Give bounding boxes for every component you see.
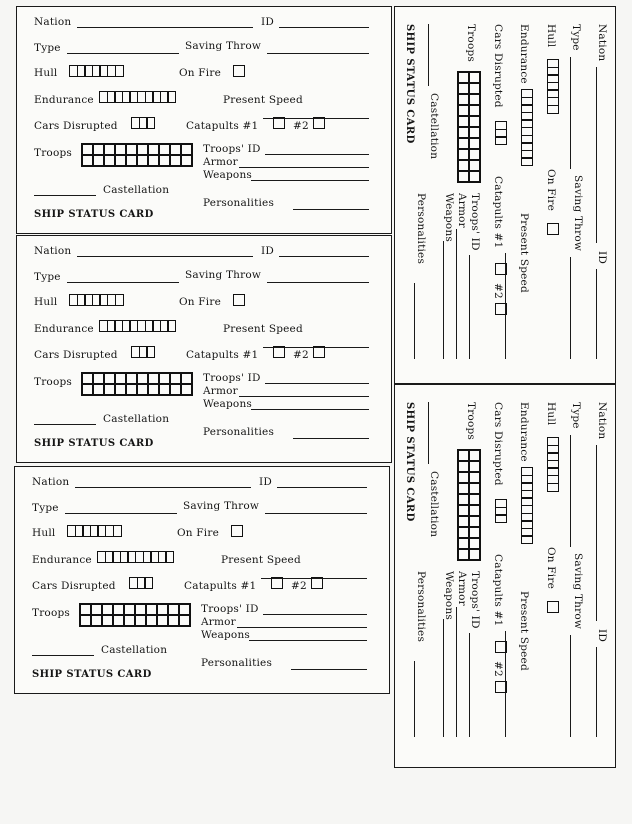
troops-label: Troops (465, 402, 477, 440)
type-label: Type (570, 24, 582, 51)
troops-id-label: Troops' ID (201, 603, 259, 615)
present-speed-label: Present Speed (518, 591, 530, 671)
card-title: SHIP STATUS CARD (404, 402, 415, 522)
endurance-label: Endurance (518, 402, 530, 462)
troops-label: Troops (32, 607, 70, 619)
cars-disrupted-track (495, 499, 507, 522)
troops-id-line (469, 633, 470, 737)
hull-track (547, 59, 559, 112)
troop-cell[interactable] (458, 105, 469, 116)
armor-line (237, 627, 367, 628)
troop-cell[interactable] (115, 155, 126, 166)
cars-box[interactable] (144, 577, 153, 589)
troop-cell[interactable] (137, 373, 148, 384)
on-fire-label: On Fire (179, 67, 221, 79)
troops-grid (81, 372, 193, 396)
troop-cell[interactable] (137, 384, 148, 395)
troops-grid (81, 143, 193, 167)
castellation-label: Castellation (103, 413, 170, 425)
troop-cell[interactable] (168, 615, 179, 626)
hull-track (67, 525, 120, 537)
troop-cell[interactable] (469, 116, 480, 127)
weapons-line (443, 619, 444, 737)
endurance-label: Endurance (34, 323, 94, 335)
endurance-box[interactable] (165, 551, 174, 563)
troop-cell[interactable] (135, 604, 146, 615)
personalities-label: Personalities (201, 657, 273, 669)
on-fire-label: On Fire (545, 169, 557, 211)
nation-label: Nation (34, 245, 72, 257)
troop-cell[interactable] (80, 615, 91, 626)
troop-cell[interactable] (458, 149, 469, 160)
cars-disrupted-label: Cars Disrupted (34, 349, 118, 361)
troop-cell[interactable] (102, 604, 113, 615)
troop-cell[interactable] (148, 373, 159, 384)
troop-cell[interactable] (469, 94, 480, 105)
troop-cell[interactable] (104, 373, 115, 384)
on-fire-checkbox[interactable] (547, 601, 559, 613)
nation-label: Nation (32, 476, 70, 488)
id-line (277, 487, 367, 488)
troop-cell[interactable] (469, 171, 480, 182)
troop-cell[interactable] (115, 384, 126, 395)
troop-cell[interactable] (148, 384, 159, 395)
catapult-2-label: #2 (291, 580, 307, 592)
troop-cell[interactable] (170, 373, 181, 384)
troop-cell[interactable] (458, 472, 469, 483)
troop-cell[interactable] (458, 483, 469, 494)
cars-disrupted-label: Cars Disrupted (492, 24, 504, 108)
endurance-track (99, 91, 175, 103)
troops-label: Troops (465, 24, 477, 62)
troop-cell[interactable] (126, 373, 137, 384)
weapons-line (251, 409, 369, 410)
cars-disrupted-track (129, 577, 152, 589)
troop-cell[interactable] (458, 549, 469, 560)
saving-throw-label: Saving Throw (185, 40, 262, 52)
troop-cell[interactable] (104, 155, 115, 166)
troops-grid (79, 603, 191, 627)
on-fire-checkbox[interactable] (233, 65, 245, 77)
endurance-box[interactable] (521, 535, 533, 544)
catapult-2-checkbox[interactable] (495, 681, 507, 693)
on-fire-checkbox[interactable] (231, 525, 243, 537)
armor-label: Armor (203, 385, 238, 397)
troop-cell[interactable] (458, 127, 469, 138)
present-speed-label: Present Speed (221, 554, 301, 566)
personalities-line (291, 669, 367, 670)
troop-cell[interactable] (458, 116, 469, 127)
present-speed-label: Present Speed (223, 323, 303, 335)
troop-cell[interactable] (137, 144, 148, 155)
hull-box[interactable] (115, 294, 124, 306)
saving-throw-label: Saving Throw (572, 175, 584, 252)
hull-label: Hull (545, 24, 557, 48)
troop-cell[interactable] (104, 384, 115, 395)
weapons-label: Weapons (203, 398, 253, 410)
card-title: SHIP STATUS CARD (404, 24, 415, 144)
troop-cell[interactable] (159, 155, 170, 166)
nation-label: Nation (34, 16, 72, 28)
troop-cell[interactable] (159, 373, 170, 384)
saving-throw-line (265, 513, 367, 514)
troop-cell[interactable] (93, 373, 104, 384)
troop-cell[interactable] (135, 615, 146, 626)
troop-cell[interactable] (469, 494, 480, 505)
troop-cell[interactable] (170, 155, 181, 166)
troop-cell[interactable] (181, 144, 192, 155)
catapults-label: Catapults #1 (492, 176, 504, 249)
endurance-box[interactable] (167, 91, 176, 103)
troop-cell[interactable] (458, 72, 469, 83)
troop-cell[interactable] (113, 615, 124, 626)
troop-cell[interactable] (458, 160, 469, 171)
saving-throw-label: Saving Throw (572, 553, 584, 630)
troop-cell[interactable] (469, 127, 480, 138)
weapons-label: Weapons (203, 169, 253, 181)
id-label: ID (596, 629, 608, 642)
troop-cell[interactable] (179, 615, 190, 626)
endurance-label: Endurance (518, 24, 530, 84)
troop-cell[interactable] (458, 171, 469, 182)
troop-cell[interactable] (170, 384, 181, 395)
troop-cell[interactable] (181, 384, 192, 395)
cars-box[interactable] (146, 117, 155, 129)
troop-cell[interactable] (93, 384, 104, 395)
ship-card-4 (394, 6, 616, 384)
cars-box[interactable] (495, 514, 507, 523)
castellation-line (34, 195, 96, 196)
troop-cell[interactable] (146, 604, 157, 615)
personalities-line (293, 209, 369, 210)
weapons-line (251, 180, 369, 181)
nation-line (75, 487, 251, 488)
castellation-label: Castellation (428, 471, 440, 538)
troop-cell[interactable] (82, 155, 93, 166)
troop-cell[interactable] (168, 604, 179, 615)
catapult-2-checkbox[interactable] (313, 117, 325, 129)
troop-cell[interactable] (458, 138, 469, 149)
troop-cell[interactable] (469, 160, 480, 171)
troop-cell[interactable] (458, 450, 469, 461)
troop-cell[interactable] (82, 373, 93, 384)
troop-cell[interactable] (458, 461, 469, 472)
cars-disrupted-track (131, 117, 154, 129)
cars-disrupted-track (131, 346, 154, 358)
troops-id-label: Troops' ID (469, 571, 481, 629)
troop-cell[interactable] (458, 94, 469, 105)
id-line (596, 647, 597, 737)
endurance-box[interactable] (167, 320, 176, 332)
castellation-label: Castellation (103, 184, 170, 196)
troop-cell[interactable] (126, 384, 137, 395)
saving-throw-label: Saving Throw (185, 269, 262, 281)
troop-cell[interactable] (458, 494, 469, 505)
present-speed-label: Present Speed (223, 94, 303, 106)
nation-line (596, 445, 597, 621)
troop-cell[interactable] (469, 549, 480, 560)
troop-cell[interactable] (157, 604, 168, 615)
troop-cell[interactable] (469, 483, 480, 494)
catapults-label: Catapults #1 (186, 349, 259, 361)
troops-id-line (265, 154, 369, 155)
hull-box[interactable] (113, 525, 122, 537)
type-line (65, 513, 177, 514)
endurance-track (99, 320, 175, 332)
catapult-1-checkbox[interactable] (273, 117, 285, 129)
troops-id-line (469, 255, 470, 359)
type-line (570, 57, 571, 169)
personalities-line (293, 438, 369, 439)
troop-cell[interactable] (181, 155, 192, 166)
type-line (67, 53, 179, 54)
hull-box[interactable] (547, 483, 559, 492)
type-label: Type (34, 271, 61, 283)
catapult-2-checkbox[interactable] (313, 346, 325, 358)
nation-line (77, 27, 253, 28)
armor-line (456, 607, 457, 737)
weapons-label: Weapons (443, 571, 455, 621)
catapults-label: Catapults #1 (184, 580, 257, 592)
personalities-line (414, 661, 415, 737)
cars-disrupted-label: Cars Disrupted (492, 402, 504, 486)
troop-cell[interactable] (157, 615, 168, 626)
troop-cell[interactable] (469, 149, 480, 160)
hull-label: Hull (34, 296, 58, 308)
saving-throw-line (570, 635, 571, 737)
personalities-label: Personalities (415, 571, 427, 643)
weapons-label: Weapons (201, 629, 251, 641)
card-title: SHIP STATUS CARD (34, 209, 154, 220)
troop-cell[interactable] (91, 615, 102, 626)
hull-label: Hull (32, 527, 56, 539)
ship-card-2 (16, 235, 392, 463)
ship-card-1 (16, 6, 392, 234)
troop-cell[interactable] (104, 144, 115, 155)
catapult-2-checkbox[interactable] (311, 577, 323, 589)
catapult-1-checkbox[interactable] (271, 577, 283, 589)
troops-id-label: Troops' ID (203, 372, 261, 384)
troop-cell[interactable] (469, 527, 480, 538)
castellation-line (32, 655, 94, 656)
troops-label: Troops (34, 376, 72, 388)
troop-cell[interactable] (458, 516, 469, 527)
troop-cell[interactable] (179, 604, 190, 615)
type-line (570, 435, 571, 547)
type-label: Type (32, 502, 59, 514)
troop-cell[interactable] (126, 144, 137, 155)
armor-label: Armor (203, 156, 238, 168)
hull-box[interactable] (115, 65, 124, 77)
armor-line (239, 396, 369, 397)
troop-cell[interactable] (469, 105, 480, 116)
card-title: SHIP STATUS CARD (34, 438, 154, 449)
armor-line (239, 167, 369, 168)
catapults-label: Catapults #1 (492, 554, 504, 627)
troop-cell[interactable] (469, 450, 480, 461)
endurance-track (521, 467, 533, 543)
troop-cell[interactable] (159, 144, 170, 155)
id-line (279, 256, 369, 257)
cars-disrupted-label: Cars Disrupted (32, 580, 116, 592)
id-line (279, 27, 369, 28)
troop-cell[interactable] (458, 538, 469, 549)
cars-box[interactable] (146, 346, 155, 358)
weapons-line (443, 241, 444, 359)
troops-id-label: Troops' ID (469, 193, 481, 251)
nation-label: Nation (596, 402, 608, 440)
personalities-label: Personalities (203, 197, 275, 209)
troop-cell[interactable] (469, 472, 480, 483)
endurance-label: Endurance (32, 554, 92, 566)
troop-cell[interactable] (170, 144, 181, 155)
troop-cell[interactable] (126, 155, 137, 166)
id-label: ID (261, 245, 274, 257)
troop-cell[interactable] (102, 615, 113, 626)
troop-cell[interactable] (93, 155, 104, 166)
troop-cell[interactable] (469, 83, 480, 94)
castellation-label: Castellation (101, 644, 168, 656)
type-label: Type (570, 402, 582, 429)
saving-throw-label: Saving Throw (183, 500, 260, 512)
catapult-2-checkbox[interactable] (495, 303, 507, 315)
troop-cell[interactable] (148, 155, 159, 166)
troop-cell[interactable] (93, 144, 104, 155)
troop-cell[interactable] (159, 384, 170, 395)
catapult-1-checkbox[interactable] (495, 641, 507, 653)
troop-cell[interactable] (113, 604, 124, 615)
catapult-2-label: #2 (492, 283, 504, 299)
on-fire-checkbox[interactable] (233, 294, 245, 306)
troop-cell[interactable] (469, 505, 480, 516)
troop-cell[interactable] (115, 144, 126, 155)
hull-track (547, 437, 559, 490)
armor-line (456, 229, 457, 359)
hull-label: Hull (34, 67, 58, 79)
armor-label: Armor (201, 616, 236, 628)
on-fire-label: On Fire (177, 527, 219, 539)
catapult-2-label: #2 (293, 120, 309, 132)
troop-cell[interactable] (458, 527, 469, 538)
troop-cell[interactable] (469, 138, 480, 149)
saving-throw-line (267, 53, 369, 54)
endurance-box[interactable] (521, 157, 533, 166)
personalities-line (414, 283, 415, 359)
troop-cell[interactable] (469, 72, 480, 83)
type-label: Type (34, 42, 61, 54)
troop-cell[interactable] (148, 144, 159, 155)
castellation-line (428, 402, 429, 464)
on-fire-label: On Fire (545, 547, 557, 589)
castellation-line (428, 24, 429, 86)
cars-disrupted-track (495, 121, 507, 144)
id-line (596, 269, 597, 359)
id-label: ID (259, 476, 272, 488)
troops-grid (457, 449, 481, 561)
present-speed-label: Present Speed (518, 213, 530, 293)
troops-grid (457, 71, 481, 183)
armor-label: Armor (456, 193, 468, 228)
troop-cell[interactable] (80, 604, 91, 615)
weapons-label: Weapons (443, 193, 455, 243)
ship-card-3 (14, 466, 390, 694)
hull-track (69, 65, 122, 77)
catapult-2-label: #2 (492, 661, 504, 677)
catapult-1-checkbox[interactable] (495, 263, 507, 275)
troops-id-label: Troops' ID (203, 143, 261, 155)
hull-box[interactable] (547, 105, 559, 114)
troop-cell[interactable] (115, 373, 126, 384)
on-fire-checkbox[interactable] (547, 223, 559, 235)
personalities-label: Personalities (415, 193, 427, 265)
id-label: ID (261, 16, 274, 28)
saving-throw-line (570, 257, 571, 359)
nation-line (596, 67, 597, 243)
troop-cell[interactable] (82, 144, 93, 155)
on-fire-label: On Fire (179, 296, 221, 308)
troop-cell[interactable] (458, 505, 469, 516)
nation-line (77, 256, 253, 257)
troop-cell[interactable] (124, 615, 135, 626)
troops-id-line (265, 383, 369, 384)
hull-label: Hull (545, 402, 557, 426)
catapults-label: Catapults #1 (186, 120, 259, 132)
troop-cell[interactable] (82, 384, 93, 395)
troop-cell[interactable] (137, 155, 148, 166)
catapult-2-label: #2 (293, 349, 309, 361)
troop-cell[interactable] (124, 604, 135, 615)
id-label: ID (596, 251, 608, 264)
troop-cell[interactable] (91, 604, 102, 615)
troop-cell[interactable] (146, 615, 157, 626)
weapons-line (249, 640, 367, 641)
personalities-label: Personalities (203, 426, 275, 438)
troop-cell[interactable] (181, 373, 192, 384)
castellation-line (34, 424, 96, 425)
saving-throw-line (267, 282, 369, 283)
ship-card-5 (394, 384, 616, 768)
troop-cell[interactable] (458, 83, 469, 94)
cars-box[interactable] (495, 136, 507, 145)
troop-cell[interactable] (469, 538, 480, 549)
nation-label: Nation (596, 24, 608, 62)
troops-id-line (263, 614, 367, 615)
troop-cell[interactable] (469, 516, 480, 527)
cars-disrupted-label: Cars Disrupted (34, 120, 118, 132)
hull-track (69, 294, 122, 306)
card-title: SHIP STATUS CARD (32, 669, 152, 680)
endurance-label: Endurance (34, 94, 94, 106)
type-line (67, 282, 179, 283)
troops-label: Troops (34, 147, 72, 159)
catapult-1-checkbox[interactable] (273, 346, 285, 358)
endurance-track (521, 89, 533, 165)
troop-cell[interactable] (469, 461, 480, 472)
endurance-track (97, 551, 173, 563)
castellation-label: Castellation (428, 93, 440, 160)
armor-label: Armor (456, 571, 468, 606)
